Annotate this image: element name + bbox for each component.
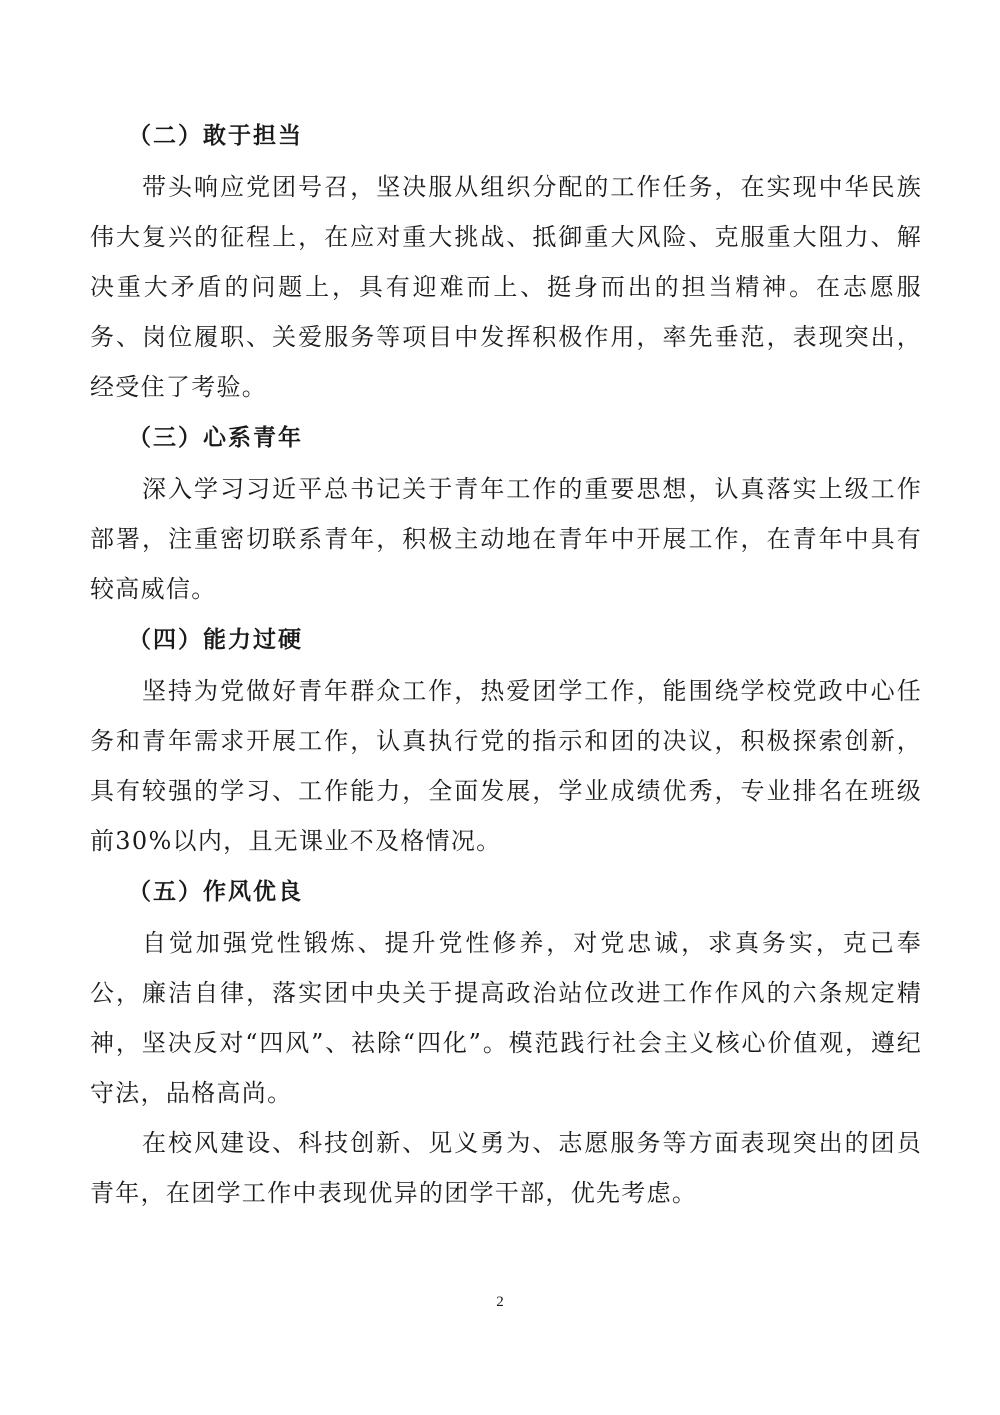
section-heading: （四）能力过硬	[128, 627, 303, 653]
page-number: 2	[496, 1294, 504, 1310]
section-heading: （二）敢于担当	[128, 123, 303, 149]
section-paragraph: 深入学习习近平总书记关于青年工作的重要思想，认真落实上级工作部署，注重密切联系青年，积极主动地在青年中开展工作，在青年中具有较高威信。	[90, 475, 922, 603]
section-heading: （三）心系青年	[128, 425, 303, 451]
section-nengli-guoying	[90, 614, 922, 866]
section-dandang	[90, 110, 922, 412]
section-paragraph: 在校风建设、科技创新、见义勇为、志愿服务等方面表现突出的团员青年，在团学工作中表现优异的团学干部，优先考虑。	[90, 1129, 922, 1207]
section-paragraph: 带头响应党团号召，坚决服从组织分配的工作任务，在实现中华民族伟大复兴的征程上，在应对重大挑战、抵御重大风险、克服重大阻力、解决重大矛盾的问题上，具有迎难而上、挺身而出的担当精神。在志愿服务、岗位履职、关爱服务等项目中发挥积极作用，率先垂范，表现突出，经受住了考验。	[90, 173, 922, 401]
section-zuofeng-youliang	[90, 866, 922, 1218]
section-paragraph: 自觉加强党性锻炼、提升党性修养，对党忠诚，求真务实，克己奉公，廉洁自律，落实团中央关于提高政治站位改进工作作风的六条规定精神，坚决反对“四风”、祛除“四化”。模范践行社会主义核心价值观，遵纪守法，品格高尚。	[90, 929, 922, 1107]
section-paragraph: 坚持为党做好青年群众工作，热爱团学工作，能围绕学校党政中心任务和青年需求开展工作，认真执行党的指示和团的决议，积极探索创新，具有较强的学习、工作能力，全面发展，学业成绩优秀，专业排名在班级前30%以内，且无课业不及格情况。	[90, 677, 922, 855]
section-xinxi-qingnian	[90, 412, 922, 614]
section-heading: （五）作风优良	[128, 879, 303, 905]
